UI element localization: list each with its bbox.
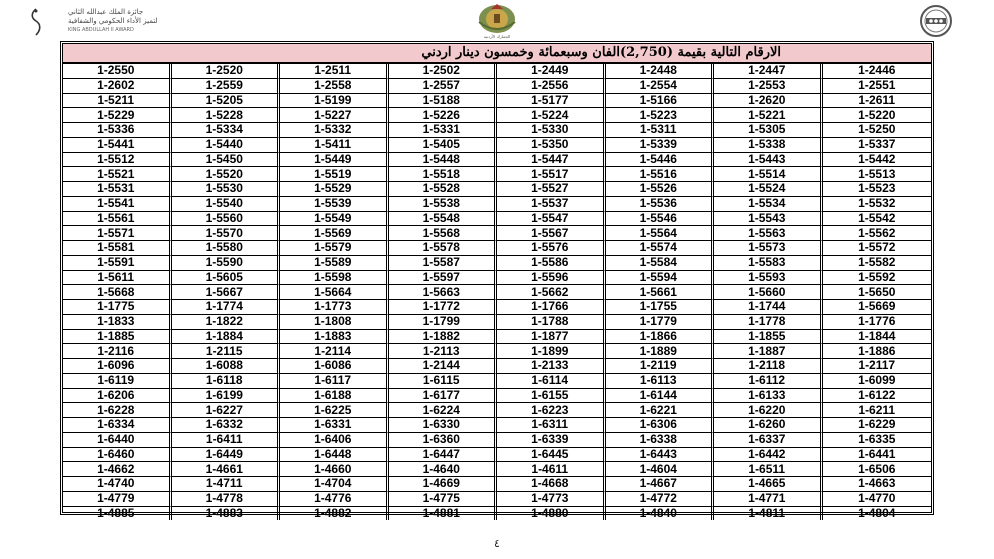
award-logo-line2: لتميز الأداء الحكومي والشفافية (68, 17, 158, 25)
number-cell: 1-1899 (497, 344, 606, 359)
number-cell: 1-5532 (823, 197, 932, 212)
number-cell: 1-4667 (606, 477, 715, 492)
table-row (63, 330, 931, 345)
table-row (63, 300, 931, 315)
number-cell: 1-4669 (389, 477, 498, 492)
number-cell: 1-5579 (280, 241, 389, 256)
number-cell: 1-4885 (63, 507, 172, 521)
award-emblem-icon (30, 8, 42, 36)
number-cell: 1-4772 (606, 492, 715, 507)
crest-caption: الجمارك الأردنية (483, 34, 511, 39)
number-cell: 1-4880 (497, 507, 606, 521)
number-cell: 1-4661 (172, 462, 281, 477)
number-cell: 1-1877 (497, 330, 606, 345)
number-cell: 1-6119 (63, 374, 172, 389)
number-cell: 1-1755 (606, 300, 715, 315)
number-cell: 1-5597 (389, 271, 498, 286)
number-cell: 1-1774 (172, 300, 281, 315)
table-row (63, 212, 931, 227)
number-cell: 1-4771 (714, 492, 823, 507)
number-cell: 1-5576 (497, 241, 606, 256)
number-cell: 1-5531 (63, 182, 172, 197)
number-cell: 1-5650 (823, 285, 932, 300)
number-cell: 1-5611 (63, 271, 172, 286)
number-cell: 1-6448 (280, 448, 389, 463)
number-cell: 1-1822 (172, 315, 281, 330)
number-cell: 1-4778 (172, 492, 281, 507)
number-cell: 1-4804 (858, 506, 896, 520)
number-cell: 1-5539 (280, 197, 389, 212)
number-cell: 1-5521 (63, 167, 172, 182)
number-cell: 1-1766 (497, 300, 606, 315)
number-cell: 1-6332 (172, 418, 281, 433)
number-cell: 1-5226 (389, 108, 498, 123)
number-cell: 1-5513 (823, 167, 932, 182)
number-cell: 1-5229 (63, 108, 172, 123)
number-cell: 1-4740 (63, 477, 172, 492)
number-cell: 1-5188 (389, 94, 498, 109)
award-logo-line1: جائزة الملك عبدالله الثاني (68, 8, 144, 16)
number-cell: 1-6338 (606, 433, 715, 448)
number-cell: 1-5223 (606, 108, 715, 123)
number-cell: 1-6440 (63, 433, 172, 448)
number-cell: 1-1882 (389, 330, 498, 345)
number-cell: 1-5583 (714, 256, 823, 271)
table-row (63, 418, 931, 433)
number-cell: 1-2554 (606, 79, 715, 94)
number-cell: 1-2119 (606, 359, 715, 374)
number-cell: 1-6117 (280, 374, 389, 389)
number-cell: 1-5199 (280, 94, 389, 109)
table-row (63, 403, 931, 418)
number-cell: 1-6086 (280, 359, 389, 374)
table-row (63, 359, 931, 374)
number-cell: 1-5224 (497, 108, 606, 123)
number-cell: 1-2559 (172, 79, 281, 94)
number-cell: 1-6112 (714, 374, 823, 389)
number-cell: 1-6311 (497, 418, 606, 433)
number-cell: 1-5227 (280, 108, 389, 123)
table-row (63, 197, 931, 212)
number-cell: 1-4640 (389, 462, 498, 477)
number-cell: 1-2550 (63, 64, 172, 79)
number-cell: 1-1883 (280, 330, 389, 345)
number-cell: 1-6360 (389, 433, 498, 448)
number-cell: 1-6228 (63, 403, 172, 418)
number-cell: 1-5562 (823, 226, 932, 241)
number-cell: 1-4882 (280, 507, 389, 521)
number-cell: 1-5663 (389, 285, 498, 300)
number-cell: 1-2551 (823, 79, 932, 94)
number-cell: 1-6449 (172, 448, 281, 463)
number-cell: 1-5350 (497, 138, 606, 153)
number-cell: 1-5305 (714, 123, 823, 138)
number-cell: 1-6220 (714, 403, 823, 418)
number-cell: 1-1833 (63, 315, 172, 330)
table-row (63, 477, 931, 492)
table-row (63, 315, 931, 330)
number-cell: 1-5519 (280, 167, 389, 182)
number-cell: 1-5584 (606, 256, 715, 271)
number-cell: 1-5571 (63, 226, 172, 241)
number-cell: 1-5543 (714, 212, 823, 227)
number-cell: 1-5593 (714, 271, 823, 286)
number-cell: 1-5450 (172, 153, 281, 168)
table-row (63, 123, 931, 138)
number-cell: 1-5516 (606, 167, 715, 182)
number-cell: 1-5581 (63, 241, 172, 256)
number-cell: 1-1778 (714, 315, 823, 330)
award-logo-line3: KING ABDULLAH II AWARD (68, 27, 134, 33)
number-cell: 1-5536 (606, 197, 715, 212)
number-cell: 1-2113 (389, 344, 498, 359)
number-cell: 1-5530 (172, 182, 281, 197)
number-cell: 1-6335 (823, 433, 932, 448)
number-cell: 1-6441 (823, 448, 932, 463)
number-cell: 1-6334 (63, 418, 172, 433)
number-cell: 1-4883 (172, 507, 281, 521)
number-cell: 1-4773 (497, 492, 606, 507)
number-cell: 1-4604 (606, 462, 715, 477)
number-cell: 1-2611 (823, 94, 932, 109)
number-cell: 1-4711 (172, 477, 281, 492)
number-cell: 1-2115 (172, 344, 281, 359)
number-cell: 1-5598 (280, 271, 389, 286)
number-cell: 1-2118 (714, 359, 823, 374)
number-cell: 1-6331 (280, 418, 389, 433)
page-number: ٤ (494, 537, 500, 550)
number-cell: 1-2520 (172, 64, 281, 79)
number-cell: 1-2553 (714, 79, 823, 94)
number-cell: 1-4665 (714, 477, 823, 492)
table-row (63, 64, 931, 79)
table-row (63, 79, 931, 94)
number-cell: 1-2449 (497, 64, 606, 79)
number-cell: 1-4811 (714, 507, 823, 521)
number-cell: 1-5447 (497, 153, 606, 168)
table-row (63, 241, 931, 256)
customs-seal-icon (900, 4, 972, 38)
number-cell: 1-5449 (280, 153, 389, 168)
number-cell: 1-5573 (714, 241, 823, 256)
number-cell: 1-6306 (606, 418, 715, 433)
number-cell: 1-5569 (280, 226, 389, 241)
number-cell: 1-2557 (389, 79, 498, 94)
number-cell: 1-6096 (63, 359, 172, 374)
number-cell: 1-6442 (714, 448, 823, 463)
table-row (63, 94, 931, 109)
table-row (63, 389, 931, 404)
number-cell: 1-5518 (389, 167, 498, 182)
number-cell: 1-5540 (172, 197, 281, 212)
table-row (63, 108, 931, 123)
number-cell: 1-5594 (606, 271, 715, 286)
jordan-customs-crest (462, 2, 532, 42)
number-cell: 1-1776 (823, 315, 932, 330)
table-row (63, 182, 931, 197)
number-cell: 1-5537 (497, 197, 606, 212)
number-cell: 1-5590 (172, 256, 281, 271)
number-cell: 1-2511 (280, 64, 389, 79)
number-cell: 1-5446 (606, 153, 715, 168)
number-cell: 1-1885 (63, 330, 172, 345)
number-cell: 1-5563 (714, 226, 823, 241)
number-cell: 1-5405 (389, 138, 498, 153)
number-cell: 1-5220 (823, 108, 932, 123)
number-cell: 1-2447 (714, 64, 823, 79)
number-cell: 1-5512 (63, 153, 172, 168)
number-cell: 1-2620 (714, 94, 823, 109)
number-cell: 1-6506 (823, 462, 932, 477)
number-cell: 1-5330 (497, 123, 606, 138)
table-row (63, 462, 931, 477)
number-cell: 1-6199 (172, 389, 281, 404)
number-cell: 1-2446 (823, 64, 932, 79)
number-cell: 1-2144 (389, 359, 498, 374)
table-row (63, 285, 931, 300)
number-cell: 1-4660 (280, 462, 389, 477)
number-cell: 1-5546 (606, 212, 715, 227)
number-cell: 1-6114 (497, 374, 606, 389)
number-cell: 1-6260 (714, 418, 823, 433)
number-cell: 1-6225 (280, 403, 389, 418)
number-cell: 1-1772 (389, 300, 498, 315)
number-cell: 1-5517 (497, 167, 606, 182)
number-cell: 1-6206 (63, 389, 172, 404)
number-cell: 1-6122 (823, 389, 932, 404)
number-cell: 1-1889 (606, 344, 715, 359)
number-cell: 1-5339 (606, 138, 715, 153)
number-cell: 1-5523 (823, 182, 932, 197)
number-cell: 1-6118 (172, 374, 281, 389)
number-cell: 1-1886 (823, 344, 932, 359)
number-cell: 1-5669 (823, 300, 932, 315)
number-cell: 1-6406 (280, 433, 389, 448)
number-cell: 1-4662 (63, 462, 172, 477)
number-cell: 1-1844 (823, 330, 932, 345)
number-cell: 1-6155 (497, 389, 606, 404)
number-cell: 1-5578 (389, 241, 498, 256)
number-cell: 1-5596 (497, 271, 606, 286)
number-cell: 1-4663 (823, 477, 932, 492)
number-cell: 1-5580 (172, 241, 281, 256)
number-cell: 1-6221 (606, 403, 715, 418)
number-cell: 1-1808 (280, 315, 389, 330)
number-cell: 1-1744 (714, 300, 823, 315)
number-cell: 1-5667 (172, 285, 281, 300)
number-cell: 1-6088 (172, 359, 281, 374)
table-row (63, 256, 931, 271)
number-cell: 1-6445 (497, 448, 606, 463)
number-cell: 1-6411 (172, 433, 281, 448)
number-cell: 1-5177 (497, 94, 606, 109)
number-cell: 1-5568 (389, 226, 498, 241)
number-cell: 1-1788 (497, 315, 606, 330)
crest-emblem-icon (462, 2, 532, 34)
number-cell: 1-5442 (823, 153, 932, 168)
number-cell: 1-4770 (823, 492, 932, 507)
number-cell: 1-5526 (606, 182, 715, 197)
number-cell: 1-5591 (63, 256, 172, 271)
number-cell: 1-4840 (606, 507, 715, 521)
number-cell: 1-5334 (172, 123, 281, 138)
number-cell: 1-5448 (389, 153, 498, 168)
number-cell: 1-2116 (63, 344, 172, 359)
number-cell: 1-5548 (389, 212, 498, 227)
table-row (63, 271, 931, 286)
number-cell: 1-5538 (389, 197, 498, 212)
number-cell: 1-1799 (389, 315, 498, 330)
number-cell: 1-6188 (280, 389, 389, 404)
number-cell: 1-5205 (172, 94, 281, 109)
number-cell: 1-6177 (389, 389, 498, 404)
number-cell: 1-5592 (823, 271, 932, 286)
number-cell: 1-6211 (823, 403, 932, 418)
award-logo (30, 6, 158, 40)
table-row (63, 433, 931, 448)
auction-numbers-frame (60, 41, 934, 520)
table-row (63, 492, 931, 507)
table-row (63, 344, 931, 359)
number-cell: 1-6447 (389, 448, 498, 463)
number-cell: 1-5668 (63, 285, 172, 300)
number-cell: 1-5411 (280, 138, 389, 153)
number-cell: 1-5520 (172, 167, 281, 182)
number-cell: 1-6339 (497, 433, 606, 448)
number-cell: 1-5574 (606, 241, 715, 256)
number-cell: 1-1779 (606, 315, 715, 330)
number-cell: 1-5528 (389, 182, 498, 197)
number-cell: 1-6227 (172, 403, 281, 418)
number-cell: 1-5441 (63, 138, 172, 153)
number-cell: 1-6115 (389, 374, 498, 389)
number-cell: 1-6224 (389, 403, 498, 418)
number-cell: 1-5527 (497, 182, 606, 197)
number-cell: 1-4776 (280, 492, 389, 507)
number-cell: 1-2448 (606, 64, 715, 79)
table-row (63, 374, 931, 389)
number-cell: 1-6133 (714, 389, 823, 404)
table-row (63, 448, 931, 463)
number-cell: 1-5541 (63, 197, 172, 212)
number-cell: 1-5311 (606, 123, 715, 138)
number-cell: 1-5582 (823, 256, 932, 271)
number-cell: 1-5586 (497, 256, 606, 271)
table-row (63, 138, 931, 153)
number-cell: 1-5514 (714, 167, 823, 182)
number-cell: 1-6443 (606, 448, 715, 463)
number-cell: 1-6144 (606, 389, 715, 404)
number-cell: 1-5589 (280, 256, 389, 271)
number-cell: 1-5338 (714, 138, 823, 153)
number-cell: 1-5549 (280, 212, 389, 227)
number-cell: 1-5534 (714, 197, 823, 212)
number-cell: 1-5664 (280, 285, 389, 300)
number-cell: 1-6511 (714, 462, 823, 477)
number-cell: 1-6229 (823, 418, 932, 433)
number-cell: 1-5567 (497, 226, 606, 241)
table-row (63, 153, 931, 168)
number-cell: 1-5166 (606, 94, 715, 109)
number-cell: 1-5561 (63, 212, 172, 227)
number-cell: 1-5524 (714, 182, 823, 197)
number-cell: 1-2558 (280, 79, 389, 94)
number-cell: 1-1775 (63, 300, 172, 315)
number-cell: 1-1887 (714, 344, 823, 359)
number-cell: 1-5542 (823, 212, 932, 227)
number-cell: 1-5440 (172, 138, 281, 153)
number-cell: 1-6460 (63, 448, 172, 463)
number-cell: 1-5331 (389, 123, 498, 138)
number-cell: 1-6337 (714, 433, 823, 448)
number-cell: 1-5570 (172, 226, 281, 241)
number-cell: 1-4779 (63, 492, 172, 507)
number-cell: 1-4775 (389, 492, 498, 507)
number-cell: 1-4704 (280, 477, 389, 492)
number-cell: 1-5211 (63, 94, 172, 109)
number-cell: 1-5250 (823, 123, 932, 138)
number-cell: 1-4668 (497, 477, 606, 492)
number-cell: 1-5662 (497, 285, 606, 300)
number-cell: 1-1884 (172, 330, 281, 345)
number-cell: 1-5337 (823, 138, 932, 153)
number-cell: 1-5529 (280, 182, 389, 197)
number-cell: 1-5228 (172, 108, 281, 123)
number-cell: 1-6113 (606, 374, 715, 389)
number-cell: 1-5221 (714, 108, 823, 123)
number-cell: 1-2133 (497, 359, 606, 374)
table-row (63, 167, 931, 182)
number-cell: 1-2114 (280, 344, 389, 359)
number-cell: 1-2502 (389, 64, 498, 79)
plate-numbers-table (63, 64, 931, 520)
table-row (63, 226, 931, 241)
number-cell: 1-2117 (823, 359, 932, 374)
number-cell: 1-5605 (172, 271, 281, 286)
number-cell: 1-5443 (714, 153, 823, 168)
number-cell: 1-5547 (497, 212, 606, 227)
number-cell: 1-2602 (63, 79, 172, 94)
table-row (63, 507, 931, 521)
number-cell: 1-2556 (497, 79, 606, 94)
number-cell: 1-6330 (389, 418, 498, 433)
number-cell: 1-5560 (172, 212, 281, 227)
number-cell: 1-5587 (389, 256, 498, 271)
number-cell: 1-5564 (606, 226, 715, 241)
number-cell: 1-5660 (714, 285, 823, 300)
number-cell: 1-1773 (280, 300, 389, 315)
number-cell: 1-1866 (606, 330, 715, 345)
number-cell: 1-6099 (823, 374, 932, 389)
number-cell: 1-6223 (497, 403, 606, 418)
number-cell: 1-4611 (497, 462, 606, 477)
number-cell: 1-5332 (280, 123, 389, 138)
number-cell: 1-5336 (63, 123, 172, 138)
number-cell: 1-5661 (606, 285, 715, 300)
table-title: الارقام التالية بقيمة (2,750)الفان وسبعمائة وخمسون دينار اردني (63, 44, 931, 64)
number-cell: 1-5572 (823, 241, 932, 256)
number-cell: 1-4881 (389, 507, 498, 521)
number-cell: 1-1855 (714, 330, 823, 345)
